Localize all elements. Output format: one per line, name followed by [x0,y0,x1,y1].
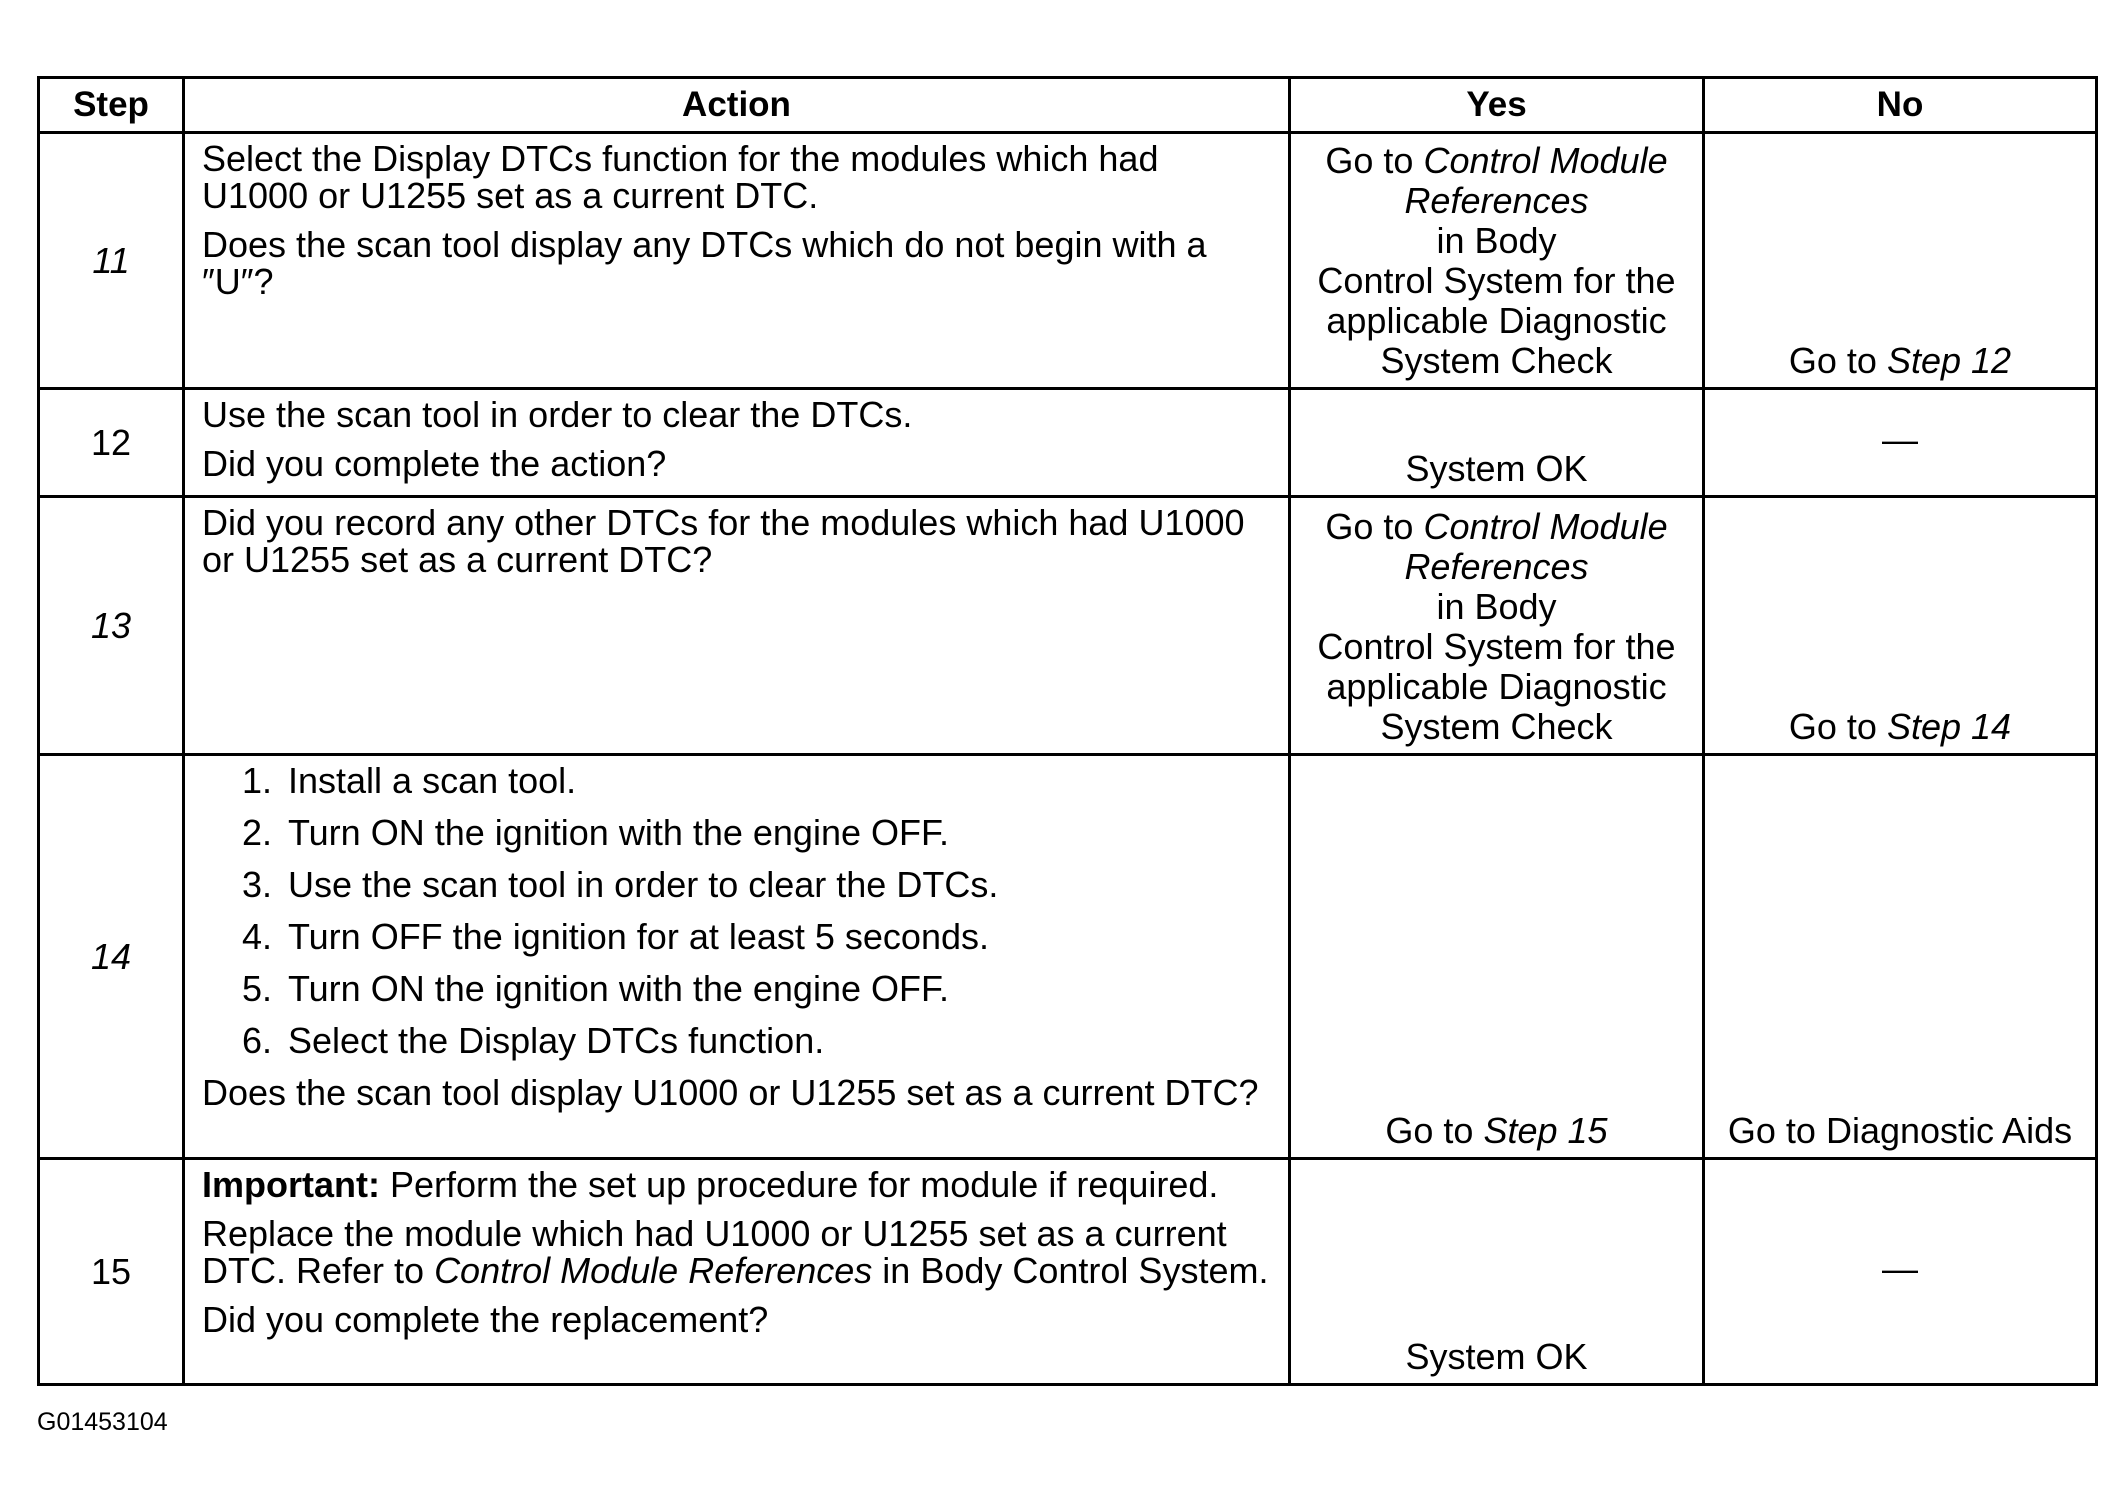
yes-line-4: Control System for the [1317,260,1676,301]
yes-line-6: System Check [1380,340,1613,381]
header-yes: Yes [1290,78,1704,133]
action-text-part-1: Replace the module which had U1000 or U1255 set as a current DTC. Refer to [202,1213,1227,1291]
yes-reference-link[interactable]: Control Module References [1404,506,1668,587]
procedure-step: 6. Select the Display DTCs function. [282,1022,1274,1060]
important-label: Important: [202,1164,380,1205]
no-prefix: Go to [1788,706,1887,747]
no-cell: — [1704,1159,2097,1385]
yes-line-5: applicable Diagnostic [1326,300,1667,341]
yes-cell [1290,497,1704,755]
yes-step-link[interactable]: Step 15 [1483,1110,1608,1151]
figure-id: G01453104 [37,1408,168,1436]
no-cell: — [1704,389,2097,497]
yes-prefix: Go to [1325,506,1424,547]
step-number: 14 [39,755,184,1159]
procedure-step: 4. Turn OFF the ignition for at least 5 seconds. [282,918,1274,956]
yes-cell: System OK [1290,1159,1704,1385]
no-cell [1704,133,2097,389]
action-text: Use the scan tool in order to clear the DTCs. [202,394,913,435]
diagnostic-table [37,76,2098,1386]
important-text: Perform the set up procedure for module if required. [379,1164,1219,1205]
table-row-step-14 [39,755,2097,1159]
step-number: 12 [39,389,184,497]
table-header-row [39,78,2097,133]
action-cell [184,389,1290,497]
header-no: No [1704,78,2097,133]
action-text: Select the Display DTCs function for the modules which had U1000 or U1255 set as a current DTC. [202,138,1159,216]
yes-prefix: Go to [1385,1110,1484,1151]
action-cell [184,133,1290,389]
header-step: Step [39,78,184,133]
procedure-step: 5. Turn ON the ignition with the engine OFF. [282,970,1274,1008]
table-row-step-15 [39,1159,2097,1385]
yes-cell [1290,133,1704,389]
action-cell [184,497,1290,755]
table-row-step-13 [39,497,2097,755]
yes-line-6: System Check [1380,706,1613,747]
no-cell [1704,497,2097,755]
yes-line-3: in Body [1436,586,1557,627]
yes-line-3: in Body [1436,220,1557,261]
no-cell [1704,755,2097,1159]
important-note [202,1166,1274,1203]
action-question: Did you complete the replacement? [202,1299,769,1340]
header-action: Action [184,78,1290,133]
yes-reference-link[interactable]: Control Module References [1404,140,1668,221]
procedure-step: 2. Turn ON the ignition with the engine OFF. [282,814,1274,852]
step-number: 15 [39,1159,184,1385]
procedure-step: 3. Use the scan tool in order to clear the DTCs. [282,866,1274,904]
no-step-link[interactable]: Step 12 [1886,340,2012,381]
step-number: 13 [39,497,184,755]
procedure-step: 1. Install a scan tool. [282,762,1274,800]
action-question: Did you record any other DTCs for the modules which had U1000 or U1255 set as a current DTC? [202,502,1245,580]
yes-cell: System OK [1290,389,1704,497]
action-text [202,1215,1274,1289]
table-row-step-12 [39,389,2097,497]
yes-prefix: Go to [1325,140,1424,181]
yes-cell [1290,755,1704,1159]
no-step-link[interactable]: Step 14 [1886,706,2012,747]
no-diagnostic-aids-link[interactable]: Go to Diagnostic Aids [1727,1110,2073,1151]
table-row-step-11 [39,133,2097,389]
action-question: Does the scan tool display any DTCs which do not begin with a ″U″? [202,224,1207,302]
control-module-references-link[interactable]: Control Module References [434,1250,873,1291]
yes-line-4: Control System for the [1317,626,1676,667]
no-prefix: Go to [1788,340,1887,381]
action-cell [184,755,1290,1159]
action-cell [184,1159,1290,1385]
action-text-part-2: in Body Control System. [872,1250,1269,1291]
step-number: 11 [39,133,184,389]
yes-line-5: applicable Diagnostic [1326,666,1667,707]
action-question: Does the scan tool display U1000 or U1255 set as a current DTC? [202,1072,1259,1113]
action-question: Did you complete the action? [202,443,667,484]
procedure-list [202,762,1274,1060]
